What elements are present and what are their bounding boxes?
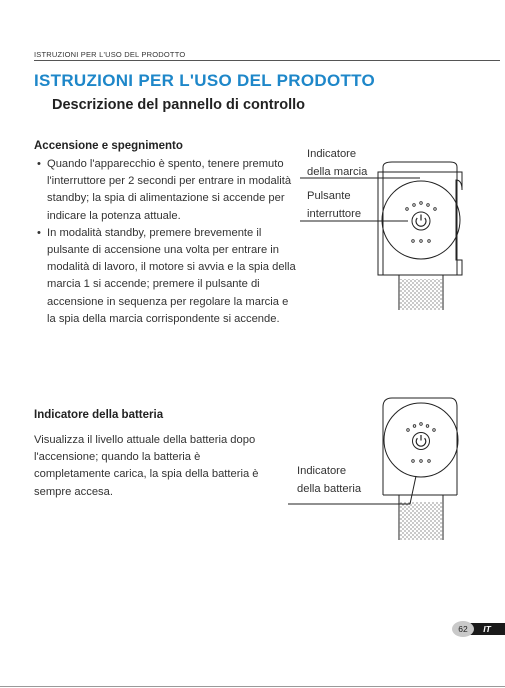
power-button-label-line2: interruttore xyxy=(307,208,362,220)
header-divider xyxy=(34,60,500,61)
power-instruction-item: • In modalità standby, premere brevemente il pulsante di accensione una volta per entrare in modalità di lavoro, il motore si avvia e la spia della marcia 1 si accende; premere il pulsante di accensione in sequenza per regolare la marcia e la spia della marcia corrispondente si accende. xyxy=(37,225,299,328)
power-section-heading: Accensione e spegnimento xyxy=(34,140,183,152)
power-instructions-list xyxy=(37,156,299,328)
battery-section-heading: Indicatore della batteria xyxy=(34,409,164,421)
power-button-label-line1: Pulsante xyxy=(307,190,351,202)
massage-gun-illustration-power xyxy=(280,150,505,325)
gear-indicator-label-line1: Indicatore xyxy=(307,148,357,160)
page-number: 62 xyxy=(452,621,474,637)
battery-indicator-label-line2: della batteria xyxy=(297,483,362,495)
gear-indicator-dots xyxy=(407,423,436,432)
section-title: Descrizione del pannello di controllo xyxy=(52,97,305,113)
massage-gun-illustration-battery xyxy=(280,390,505,550)
bottom-border xyxy=(0,686,505,687)
battery-indicator-dots xyxy=(412,240,431,243)
gear-indicator-label-line2: della marcia xyxy=(307,166,368,178)
language-badge: IT xyxy=(469,623,505,635)
battery-indicator-label-line1: Indicatore xyxy=(297,465,347,477)
power-section-body xyxy=(37,156,299,328)
gear-indicator-dots xyxy=(406,202,437,211)
grip-texture xyxy=(399,279,443,310)
running-header: ISTRUZIONI PER L'USO DEL PRODOTTO xyxy=(34,50,186,59)
grip-texture xyxy=(399,502,443,540)
power-instruction-item: • Quando l'apparecchio è spento, tenere premuto l'interruttore per 2 secondi per entrare in modalità standby; la spia di alimentazione si accende per indicare la potenza attuale. xyxy=(37,156,299,225)
page-title: ISTRUZIONI PER L'USO DEL PRODOTTO xyxy=(34,71,376,90)
battery-indicator-dots xyxy=(412,460,431,463)
page-number-tab xyxy=(452,621,505,637)
battery-section-body: Visualizza il livello attuale della batteria dopo l'accensione; quando la batteria è completamente carica, la spia della batteria è sempre accesa. xyxy=(34,434,259,498)
